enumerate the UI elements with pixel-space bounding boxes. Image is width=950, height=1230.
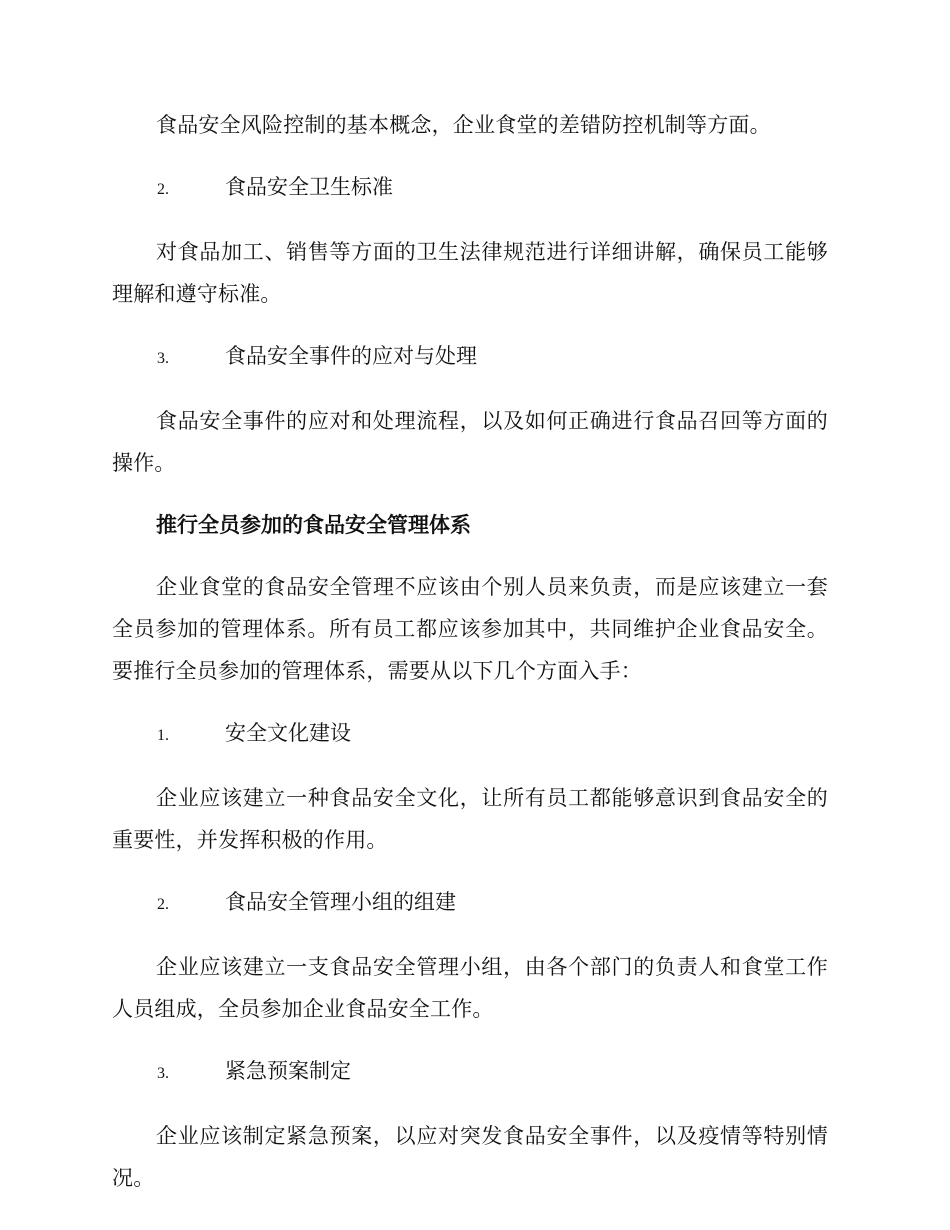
paragraph-risk-control: 食品安全风险控制的基本概念，企业食堂的差错防控机制等方面。 — [156, 113, 771, 137]
section-heading: 推行全员参加的食品安全管理体系 — [156, 513, 471, 537]
list-item-hygiene-standards — [112, 166, 828, 211]
paragraph-safety-culture: 企业应该建立一种食品安全文化，让所有员工都能够意识到食品安全的重要性，并发挥积极的作用。 — [112, 786, 828, 852]
list-item-emergency-plan — [112, 1050, 828, 1095]
list-item-label: 食品安全事件的应对与处理 — [225, 344, 477, 368]
list-number: 1. — [157, 727, 169, 744]
paragraph-management-team: 企业应该建立一支食品安全管理小组，由各个部门的负责人和食堂工作人员组成，全员参加企业食品安全工作。 — [112, 955, 828, 1021]
list-item-label: 安全文化建设 — [225, 721, 351, 745]
document-page — [112, 104, 828, 1219]
list-number: 3. — [157, 1065, 169, 1082]
list-item-safety-culture — [112, 712, 828, 757]
list-number: 3. — [157, 350, 169, 367]
list-number: 2. — [157, 896, 169, 913]
paragraph-hygiene-standards: 对食品加工、销售等方面的卫生法律规范进行详细讲解，确保员工能够理解和遵守标准。 — [112, 240, 828, 306]
list-item-incident-response — [112, 335, 828, 380]
paragraph-emergency-plan: 企业应该制定紧急预案，以应对突发食品安全事件，以及疫情等特别情况。 — [112, 1124, 828, 1190]
list-number: 2. — [157, 181, 169, 198]
paragraph-management-system: 企业食堂的食品安全管理不应该由个别人员来负责，而是应该建立一套全员参加的管理体系。所有员工都应该参加其中，共同维护企业食品安全。要推行全员参加的管理体系，需要从以下几个方面入手： — [112, 575, 828, 683]
list-item-label: 紧急预案制定 — [225, 1059, 351, 1083]
list-item-label: 食品安全卫生标准 — [225, 175, 393, 199]
list-item-management-team — [112, 881, 828, 926]
paragraph-incident-response: 食品安全事件的应对和处理流程，以及如何正确进行食品召回等方面的操作。 — [112, 409, 828, 475]
list-item-label: 食品安全管理小组的组建 — [225, 890, 456, 914]
